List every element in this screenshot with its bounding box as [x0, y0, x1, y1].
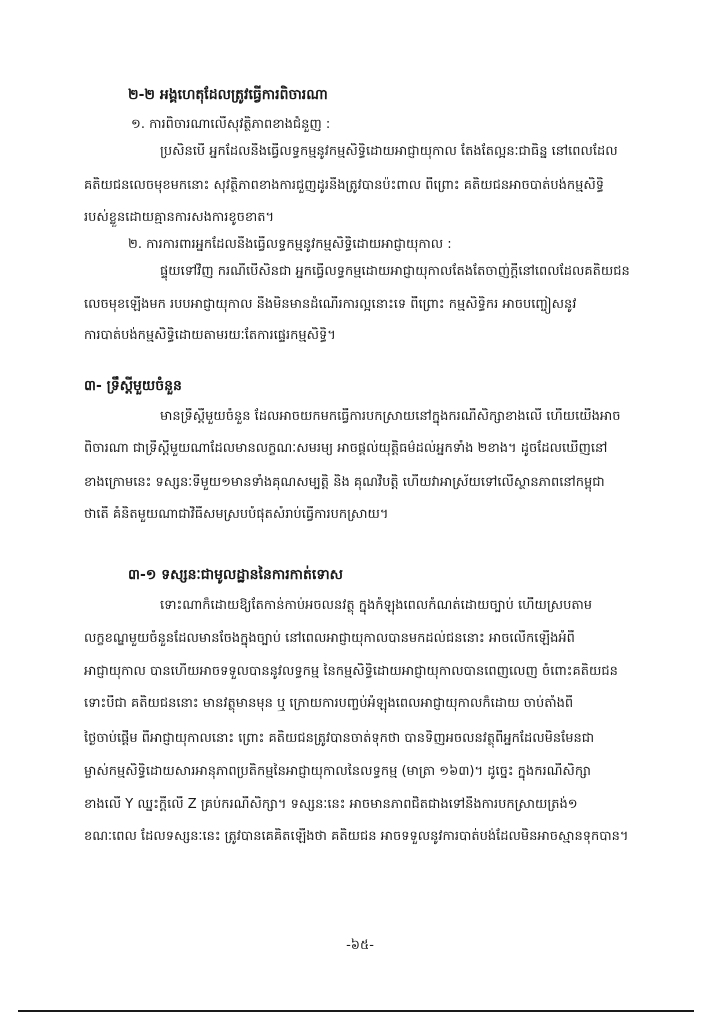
paragraph-line: លក្ខខណ្ឌមួយចំនួនដែលមានចែងក្នុងច្បាប់ នៅពេលអាជ្ញាយុកាលបានមកដល់ជននោះ អាចលើកឡើងអំពី [84, 631, 575, 646]
paragraph-line: របស់ខ្លួនដោយគ្មានការសងការខូចខាត។ [84, 210, 275, 225]
paragraph-line: ខាងក្រោមនេះ ទស្សនៈទីមួយ១មានទាំងគុណសម្បត្តិ និង គុណវិបត្តិ ហើយវាអាស្រ័យទៅលើស្ថានភាពនៅកម្ពុជា [84, 475, 605, 490]
paragraph-line: ទោះបីជា គតិយជននោះ មានវត្ថុមានមុន ឬ ក្រោយការបញ្ចប់អំឡុងពេលអាជ្ញាយុកាលក៏ដោយ ចាប់តាំងពី [84, 696, 574, 711]
paragraph-line: ថាតើ គំនិតមួយណាជាវិធីសមស្របបំផុតសំរាប់ធ្វើការបកស្រាយ។ [84, 507, 389, 522]
paragraph-line: ប្រសិនបើ អ្នកដែលនឹងធ្វើលទ្ធកម្មនូវកម្មសិទ្ធិដោយអាជ្ញាយុកាល តែងតែល្អនៈជាធិន្ន នៅពេលដែល [160, 144, 618, 159]
subsection-title: ២. ការការពារអ្នកដែលនឹងធ្វើលទ្ធកម្មនូវកម្មសិទ្ធិដោយអាជ្ញាយុកាល : [128, 237, 452, 252]
section-heading: ៣- ទ្រឹស្តីមួយចំនួន [84, 378, 182, 394]
paragraph-line: ម្ចាស់កម្មសិទ្ធិដោយសារអានុភាពប្រតិកម្មនៃអាជ្ញាយុកាលនៃលទ្ធកម្ម (មាត្រា ១៦៣)។ ដូច្នេះ ក្នុងករណីសិក្សា [84, 764, 591, 779]
footer-rule [18, 1010, 694, 1012]
paragraph-line: ពិចារណា ជាទ្រឹស្តីមួយណាដែលមានលក្ខណៈសមរម្យ អាចផ្តល់យុត្តិធម៌ដល់អ្នកទាំង ២ខាង។ ដូចដែលឃើញនៅ [84, 441, 608, 456]
page-number: -៦៥- [346, 938, 374, 953]
paragraph-line: ថ្ងៃចាប់ផ្តើម ពីអាជ្ញាយុកាលនោះ ព្រោះ គតិយជនត្រូវបានចាត់ទុកថា បានទិញអចលនវត្ថុពីអ្នកដែលមិនមែនជា [84, 731, 595, 746]
paragraph-line: ខាងលើ Y ឈ្នះក្តីលើ Z គ្រប់ករណីសិក្សា។ ទស្សនៈនេះ អាចមានភាពជិតជាងទៅនឹងការបកស្រាយត្រង់១ [84, 797, 578, 812]
paragraph-line: អាជ្ញាយុកាល បានហើយអាចទទួលបាននូវលទ្ធកម្ម នៃកម្មសិទ្ធិដោយអាជ្ញាយុកាលបានពេញលេញ ចំពោះគតិយជន [84, 664, 618, 679]
paragraph-line: ខណៈពេល ដែលទស្សនៈនេះ ត្រូវបានគេគិតឡើងថា គតិយជន អាចទទួលនូវការបាត់បង់ដែលមិនអាចស្មានទុកបាន។ [84, 829, 629, 844]
paragraph-line: ការបាត់បង់កម្មសិទ្ធិដោយតាមរយៈតែការផ្ទេរកម្មសិទ្ធិ។ [84, 328, 336, 343]
section-heading: ៣-១ ទស្សនៈជាមូលដ្ឋាននៃការកាត់ទោស [128, 567, 343, 583]
paragraph-line: ផ្ទុយទៅវិញ ករណីបើសិនជា អ្នកធ្វើលទ្ធកម្មដោយអាជ្ញាយុកាលតែងតែចាញ់ក្តីនៅពេលដែលគតិយជន [160, 264, 630, 279]
subsection-title: ១. ការពិចារណាលើសុវត្ថិភាពខាងជំនួញ : [131, 117, 331, 132]
paragraph-line: ទោះណាក៏ដោយឱ្យតែកាន់កាប់អចលនវត្ថុ ក្នុងកំឡុងពេលកំណត់ដោយច្បាប់ ហើយស្របតាម [160, 598, 592, 613]
paragraph-line: គតិយជនលេចមុខមកនោះ សុវត្ថិភាពខាងការជួញដូរនឹងត្រូវបានប៉ះពាល ពីព្រោះ គតិយជនអាចបាត់បង់កម្មសិទ្ធិ [84, 178, 605, 193]
paragraph-line: លេចមុខឡើងមក របបអាជ្ញាយុកាល នឹងមិនមានដំណើរការល្អនោះទេ ពីព្រោះ កម្មសិទ្ធិករ អាចបញ្ចៀសនូវ [84, 297, 577, 312]
section-heading: ២-២ អង្គហេតុដែលត្រូវធ្វើការពិចារណា [128, 87, 328, 103]
paragraph-line: មានទ្រឹស្តីមួយចំនួន ដែលអាចយកមកធ្វើការបកស្រាយនៅក្នុងករណីសិក្សាខាងលើ ហើយយើងអាច [160, 409, 621, 424]
